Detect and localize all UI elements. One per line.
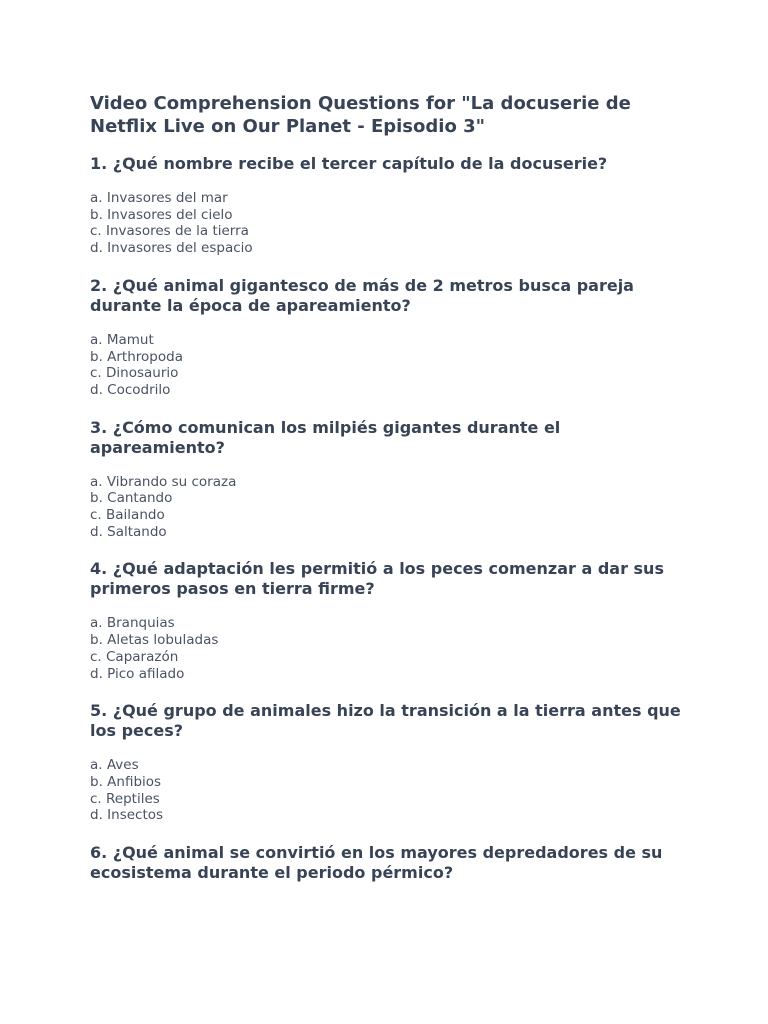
question-4 [90, 559, 690, 682]
option-c: c. Caparazón [90, 648, 179, 665]
option-a: a. Branquias [90, 615, 175, 632]
option-b: b. Arthropoda [90, 348, 183, 365]
option-list [90, 474, 690, 541]
question-text: 1. ¿Qué nombre recibe el tercer capítulo de la docuserie? [90, 154, 608, 173]
question-6 [90, 843, 690, 883]
option-d: d. Insectos [90, 807, 164, 824]
option-list [90, 190, 690, 257]
option-b: b. Cantando [90, 490, 173, 507]
question-2 [90, 276, 690, 399]
option-a: a. Aves [90, 757, 139, 774]
option-a: a. Vibrando su coraza [90, 473, 237, 490]
option-a: a. Invasores del mar [90, 190, 228, 206]
question-5 [90, 701, 690, 824]
option-b: b. Anfibios [90, 773, 162, 790]
option-list [90, 332, 690, 399]
option-c: c. Invasores de la tierra [90, 223, 249, 240]
option-b: b. Aletas lobuladas [90, 632, 219, 649]
option-list [90, 615, 690, 682]
option-d: d. Pico afilado [90, 665, 185, 682]
option-d: d. Cocodrilo [90, 381, 171, 398]
option-c: c. Reptiles [90, 790, 160, 807]
document-page [90, 92, 690, 899]
option-c: c. Dinosaurio [90, 365, 179, 382]
option-list [90, 757, 690, 824]
option-b: b. Invasores del cielo [90, 206, 233, 223]
question-1 [90, 154, 690, 257]
question-3 [90, 418, 690, 541]
question-text: 4. ¿Qué adaptación les permitió a los peces comenzar a dar sus primeros pasos en tierra firme? [90, 559, 664, 599]
question-text: 2. ¿Qué animal gigantesco de más de 2 metros busca pareja durante la época de apareamiento? [90, 275, 634, 315]
document-title: Video Comprehension Questions for "La docuserie de Netflix Live on Our Planet - Episodio 3" [90, 93, 631, 137]
question-text: 5. ¿Qué grupo de animales hizo la transición a la tierra antes que los peces? [90, 701, 681, 741]
option-c: c. Bailando [90, 507, 165, 524]
option-d: d. Saltando [90, 523, 167, 540]
option-d: d. Invasores del espacio [90, 240, 253, 257]
option-a: a. Mamut [90, 331, 154, 348]
question-text: 3. ¿Cómo comunican los milpiés gigantes durante el apareamiento? [90, 417, 561, 457]
question-text: 6. ¿Qué animal se convirtió en los mayores depredadores de su ecosistema durante el periodo pérmico? [90, 843, 663, 883]
